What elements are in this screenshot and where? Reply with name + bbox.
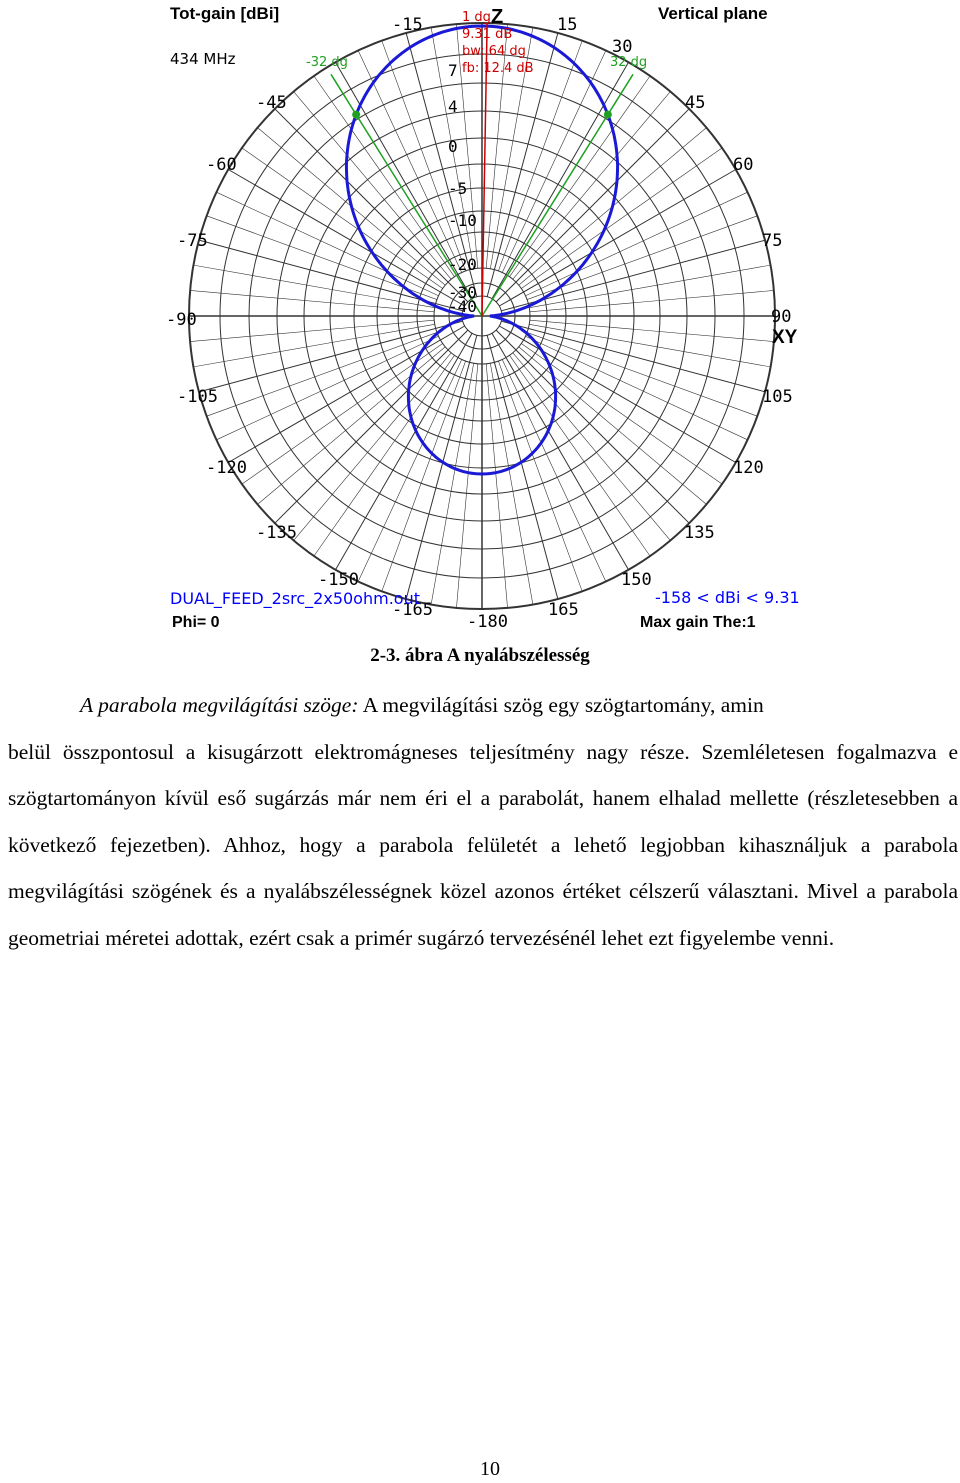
grid-spoke: [228, 170, 464, 307]
angle-label: -135: [256, 523, 297, 543]
angle-label: 120: [733, 458, 764, 478]
grid-spoke: [258, 347, 446, 504]
paragraph-first-line: A megvilágítási szög egy szögtartomány, amin: [358, 693, 764, 717]
angle-label: 105: [762, 387, 793, 407]
angle-label: 30: [612, 37, 633, 57]
angle-label: 45: [685, 93, 706, 113]
xy-axis-label: XY: [772, 327, 798, 348]
polar-gain-plot: [0, 0, 960, 640]
grid-spoke: [275, 330, 468, 523]
beamwidth-point-right: [604, 111, 612, 119]
angle-label: 15: [557, 15, 578, 35]
max-gain-angle-label: 1 dg: [462, 10, 491, 25]
grid-spoke: [527, 332, 757, 416]
angle-label: -150: [318, 570, 359, 590]
front-back-ratio-label: fb: 12.4 dB: [462, 61, 534, 76]
grid-spoke: [496, 330, 689, 523]
plot-title: Tot-gain [dBi]: [170, 4, 280, 23]
gain-tick-label: 4: [448, 97, 458, 116]
plot-plane-label: Vertical plane: [658, 4, 768, 23]
paragraph-text: belül összpontosul a kisugárzott elektromágneses teljesítmény nagy része. Szemléletesen fogalmazva e szögtartományon kívül eső sugárzás már nem éri el a parabolát, hanem elhalad mellette (részletesebben a következő fejezetben). Ahhoz, hogy a parabola felületét a lehető legjobban kihasználjuk a parabola megvilágítási szögének és a nyalábszélességnek közel azonos értéket célszerű választani. Mivel a parabola geometriai méretei adottak, ezért csak a primér sugárzó tervezésénél lehet ezt figyelembe venni.: [8, 739, 958, 950]
gain-tick-label: -40: [448, 297, 477, 316]
angle-label: -180: [467, 612, 508, 632]
angle-label: -75: [177, 231, 208, 251]
grid-spoke: [492, 333, 629, 569]
term-heading: A parabola megvilágítási szöge:: [80, 693, 359, 717]
angle-label: -45: [256, 93, 287, 113]
page-number: 10: [480, 1458, 500, 1480]
grid-spoke: [499, 326, 735, 463]
angle-label: 75: [762, 231, 783, 251]
angle-label: -105: [177, 387, 218, 407]
angle-label: 165: [548, 600, 579, 620]
gain-range-label: -158 < dBi < 9.31: [655, 588, 800, 607]
beam-marker-label-right: 32 dg: [610, 55, 648, 70]
gain-tick-label: -10: [448, 211, 477, 230]
angle-label: 90: [771, 307, 792, 327]
angle-label: -90: [166, 310, 197, 330]
frequency-label: 434 MHz: [170, 50, 236, 68]
grid-spoke: [382, 361, 466, 591]
grid-spoke: [499, 170, 735, 307]
grid-spoke: [228, 326, 464, 463]
angle-label: 60: [733, 155, 754, 175]
grid-spoke: [519, 347, 707, 504]
phi-label: Phi= 0: [172, 614, 220, 631]
angle-label: 135: [684, 523, 715, 543]
gain-tick-label: -30: [448, 283, 477, 302]
beamwidth-point-left: [352, 111, 360, 119]
filename-label: DUAL_FEED_2src_2x50ohm.out: [170, 589, 420, 608]
grid-spoke: [207, 332, 437, 416]
angle-label: -120: [206, 458, 247, 478]
angle-label: 150: [621, 570, 652, 590]
figure-caption: 2-3. ábra A nyalábszélesség: [370, 645, 590, 666]
gain-tick-label: 0: [448, 137, 458, 156]
gain-tick-label: 7: [448, 61, 458, 80]
max-gain-value-label: 9.31 dB: [462, 27, 513, 42]
body-paragraph: [8, 682, 958, 961]
max-gain-label: Max gain The:1: [640, 614, 756, 631]
angle-label: -15: [392, 15, 423, 35]
angle-label: -60: [206, 155, 237, 175]
gain-tick-label: -5: [448, 179, 468, 198]
beamwidth-label: bw: 64 dg: [462, 44, 526, 59]
beam-marker-label-left: -32 dg: [306, 55, 348, 70]
gain-tick-label: -20: [448, 255, 477, 274]
angle-label: -165: [392, 600, 433, 620]
grid-spoke: [498, 361, 582, 591]
grid-spoke: [336, 333, 473, 569]
grid-spoke: [492, 62, 629, 298]
z-axis-label: Z: [491, 6, 504, 28]
angle-labels: [166, 15, 793, 632]
